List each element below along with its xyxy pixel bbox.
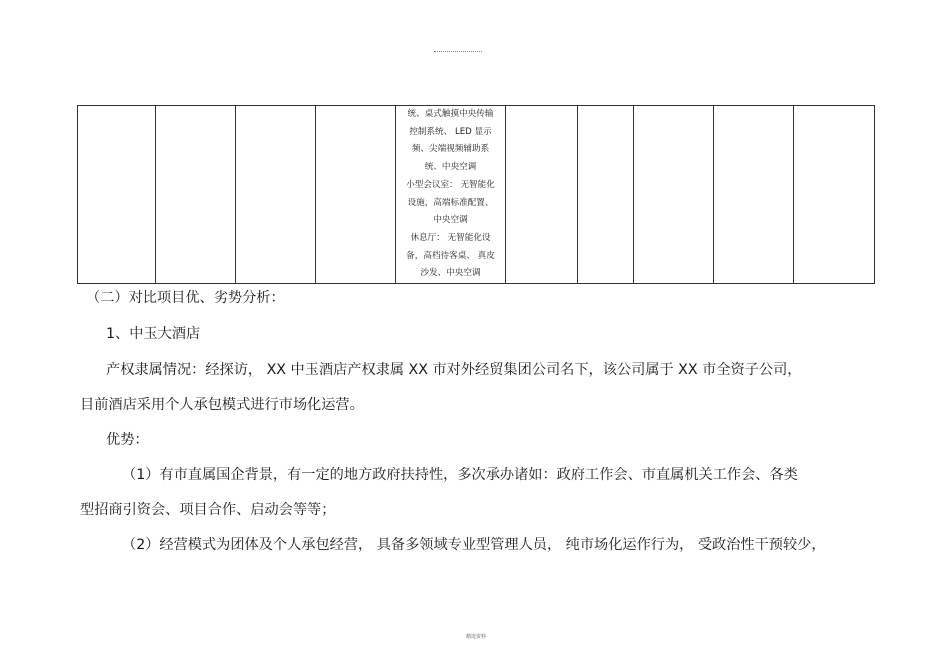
table-cell [78, 106, 156, 284]
table-cell [578, 106, 634, 284]
table-cell [506, 106, 578, 284]
table-cell [156, 106, 236, 284]
item-heading: 1、中玉大酒店 [106, 326, 201, 342]
ownership-paragraph-line2: 目前酒店采用个人承包模式进行市场化运营。 [80, 397, 364, 413]
section-heading: （二）对比项目优、劣势分析： [86, 290, 285, 306]
facilities-text: 统、桌式触摸中央传输 控制系统、 LED 显示 频、尖端视频辅助系 统、中央空调 小型会议室： 无智能化 设施，高端标准配置、 中央空调 休息厅： 无智能化设 备，高档待客桌、 真皮 沙发、中央空调 [406, 109, 495, 279]
comparison-table [77, 105, 875, 284]
advantage-1-line1: （1）有市直属国企背景，有一定的地方政府扶持性，多次承办诸如：政府工作会、市直属机关工作会、各类 [122, 467, 798, 483]
facilities-cell [396, 106, 506, 284]
table-cell [714, 106, 794, 284]
advantage-1-line2: 型招商引资会、项目合作、启动会等等； [80, 502, 336, 518]
table-cell [794, 106, 875, 284]
header-rule [434, 51, 482, 52]
footer-mark: 精选资料 [465, 634, 486, 640]
table-row [78, 106, 875, 284]
ownership-paragraph-line1: 产权隶属情况：经探访， XX 中玉酒店产权隶属 XX 市对外经贸集团公司名下，该公司属于 XX 市全资子公司， [106, 362, 802, 378]
advantage-2-line1: （2）经营模式为团体及个人承包经营， 具备多领域专业型管理人员， 纯市场化运作行为， 受政治性干预较少， [122, 537, 826, 553]
table-cell [316, 106, 396, 284]
table-cell [236, 106, 316, 284]
advantages-label: 优势： [106, 432, 149, 448]
table-cell [634, 106, 714, 284]
